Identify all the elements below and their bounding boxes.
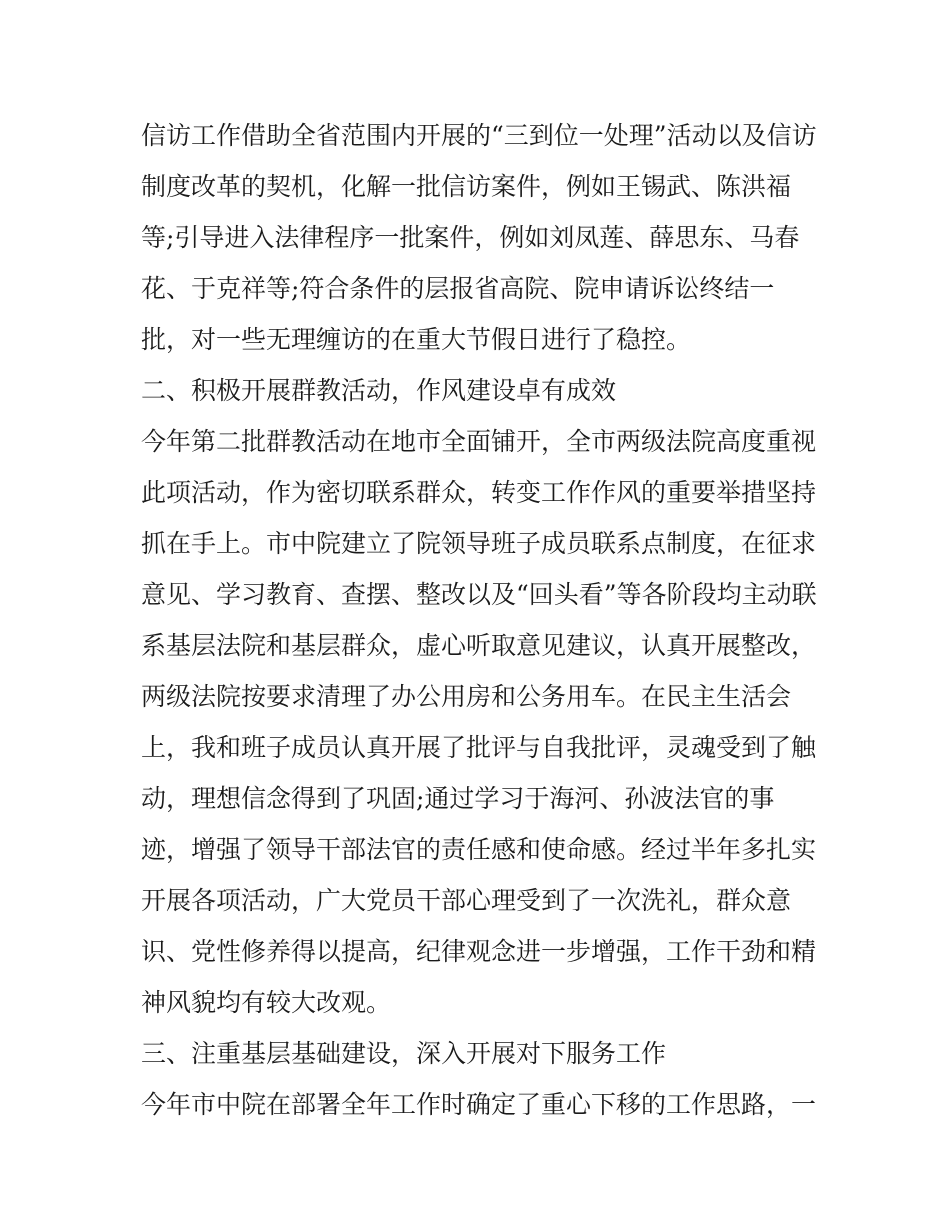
text-line: 等;引导进入法律程序一批案件，例如刘凤莲、薛思东、马春 bbox=[141, 223, 800, 252]
document-body bbox=[141, 110, 821, 1130]
text-line: 信访工作借助全省范围内开展的“三到位一处理”活动以及信访 bbox=[141, 121, 817, 150]
text-line: 开展各项活动，广大党员干部心理受到了一次洗礼，群众意 bbox=[141, 886, 792, 915]
text-line: 制度改革的契机，化解一批信访案件，例如王锡武、陈洪福 bbox=[141, 172, 792, 201]
section-heading-3: 三、注重基层基础建设，深入开展对下服务工作 bbox=[141, 1039, 667, 1068]
text-line: 此项活动，作为密切联系群众，转变工作作风的重要举措坚持 bbox=[141, 478, 817, 507]
text-line: 迹，增强了领导干部法官的责任感和使命感。经过半年多扎实 bbox=[141, 835, 817, 864]
text-line: 意见、学习教育、查摆、整改以及“回头看”等各阶段均主动联 bbox=[141, 580, 817, 609]
section-heading-2: 二、积极开展群教活动，作风建设卓有成效 bbox=[141, 376, 617, 405]
text-line: 系基层法院和基层群众，虚心听取意见建议，认真开展整改， bbox=[141, 631, 817, 660]
text-line: 上，我和班子成员认真开展了批评与自我批评，灵魂受到了触 bbox=[141, 733, 817, 762]
text-line: 抓在手上。市中院建立了院领导班子成员联系点制度，在征求 bbox=[141, 529, 817, 558]
text-line: 神风貌均有较大改观。 bbox=[141, 988, 392, 1017]
text-line: 动，理想信念得到了巩固;通过学习于海河、孙波法官的事 bbox=[141, 784, 775, 813]
text-line: 今年第二批群教活动在地市全面铺开，全市两级法院高度重视 bbox=[141, 427, 817, 456]
text-line: 今年市中院在部署全年工作时确定了重心下移的工作思路，一 bbox=[141, 1090, 817, 1119]
text-line: 批，对一些无理缠访的在重大节假日进行了稳控。 bbox=[141, 325, 692, 354]
text-line: 两级法院按要求清理了办公用房和公务用车。在民主生活会 bbox=[141, 682, 792, 711]
text-line: 识、党性修养得以提高，纪律观念进一步增强，工作干劲和精 bbox=[141, 937, 817, 966]
text-line: 花、于克祥等;符合条件的层报省高院、院申请诉讼终结一 bbox=[141, 274, 775, 303]
